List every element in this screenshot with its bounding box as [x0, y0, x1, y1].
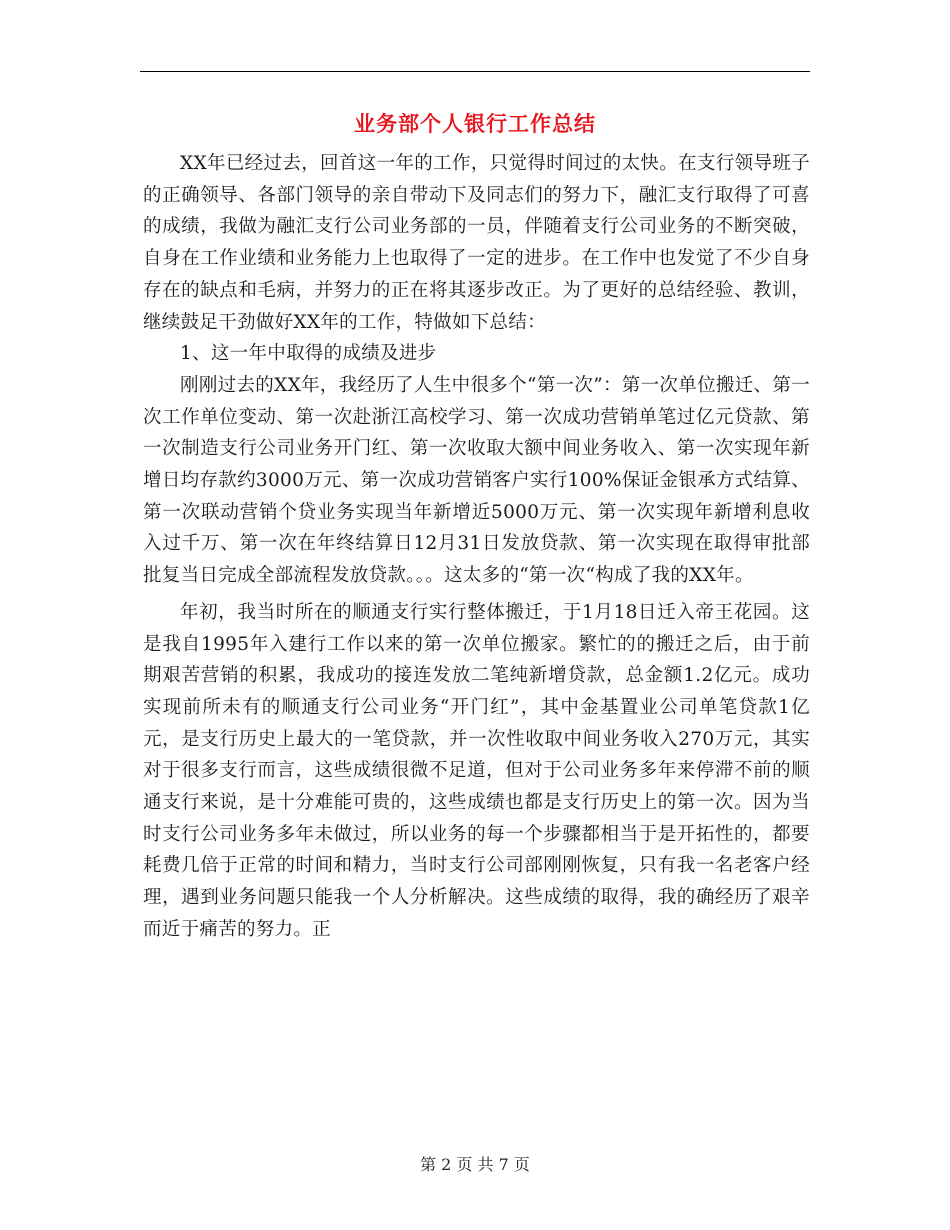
header-rule — [140, 71, 810, 72]
document-title: 业务部个人银行工作总结 — [354, 112, 596, 136]
paragraph-firsts: 刚刚过去的XX年，我经历了人生中很多个“第一次”：第一次单位搬迁、第一次工作单位变动、第一次赴浙江高校学习、第一次成功营销单笔过亿元贷款、第一次制造支行公司业务开门红、第一次收取大额中间业务收入、第一次实现年新增日均存款约3000万元、第一次成功营销客户实行100%保证金银承方式结算、第一次联动营销个贷业务实现当年新增近5000万元、第一次实现年新增利息收入过千万、第一次在年终结算日12月31日发放贷款、第一次实现在取得审批部批复当日完成全部流程发放贷款。。。这太多的“第一次“构成了我的XX年。 — [143, 374, 810, 587]
paragraph-intro: XX年已经过去，回首这一年的工作，只觉得时间过的太快。在支行领导班子的正确领导、各部门领导的亲自带动下及同志们的努力下，融汇支行取得了可喜的成绩，我做为融汇支行公司业务部的一员，伴随着支行公司业务的不断突破，自身在工作业绩和业务能力上也取得了一定的进步。在工作中也发觉了不少自身存在的缺点和毛病，并努力的正在将其逐步改正。为了更好的总结经验、教训，继续鼓足干劲做好XX年的工作，特做如下总结： — [143, 153, 810, 333]
paragraph-relocation: 年初，我当时所在的顺通支行实行整体搬迁，于1月18日迁入帝王花园。这是我自1995年入建行工作以来的第一次单位搬家。繁忙的的搬迁之后，由于前期艰苦营销的积累，我成功的接连发放二笔纯新增贷款，总金额1.2亿元。成功实现前所未有的顺通支行公司业务“开门红”，其中金基置业公司单笔贷款1亿元，是支行历史上最大的一笔贷款，并一次性收取中间业务收入270万元，其实对于很多支行而言，这些成绩很微不足道，但对于公司业务多年来停滞不前的顺通支行来说，是十分难能可贵的，这些成绩也都是支行历史上的第一次。因为当时支行公司业务多年未做过，所以业务的每一个步骤都相当于是开拓性的，都要耗费几倍于正常的时间和精力，当时支行公司部刚刚恢复，只有我一名老客户经理，遇到业务问题只能我一个人分析解决。这些成绩的取得，我的确经历了艰辛而近于痛苦的努力。正 — [143, 601, 810, 940]
page-footer: 第 2 页 共 7 页 — [420, 1155, 530, 1174]
document-body — [143, 148, 810, 946]
section-heading: 1、这一年中取得的成绩及进步 — [180, 343, 437, 365]
